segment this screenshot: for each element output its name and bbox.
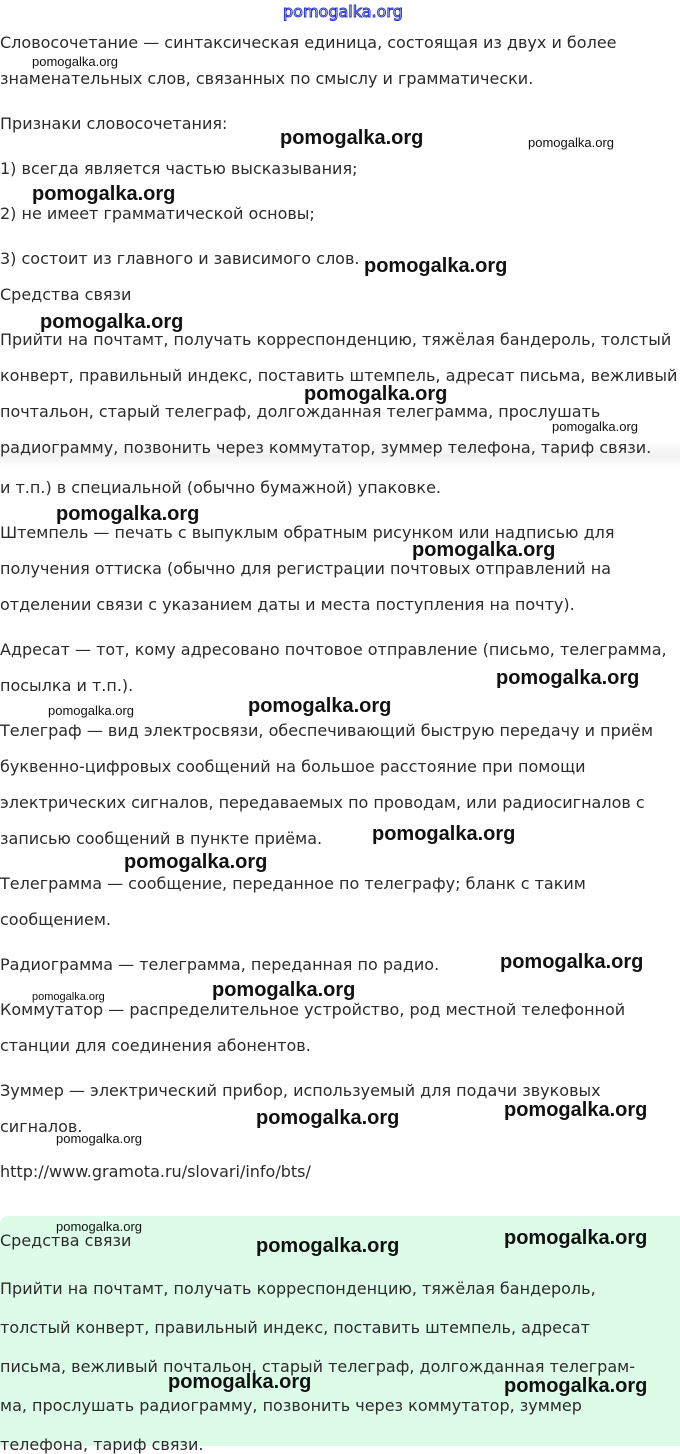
header-watermark: pomogalka.org [283,2,403,21]
watermark: pomogalka.org [364,255,508,277]
definition-telegraf: Телеграф — вид электросвязи, обеспечивающий быструю передачу и приём [0,721,654,740]
watermark: pomogalka.org [280,127,424,149]
answer-line: Прийти на почтамт, получать корреспонденцию, тяжёлая бандероль, [0,1279,596,1298]
text-line: записью сообщений в пункте приёма. [0,829,323,848]
watermark: pomogalka.org [124,851,268,873]
definition-telegramma: Телеграмма — сообщение, переданное по телеграфу; бланк с таким [0,874,586,893]
text-line: 1) всегда является частью высказывания; [0,159,358,178]
watermark: pomogalka.org [256,1107,400,1129]
text-line: Прийти на почтамт, получать корреспонденцию, тяжёлая бандероль, толстый [0,330,672,349]
watermark: pomogalka.org [256,1235,400,1257]
text-line: и т.п.) в специальной (обычно бумажной) упаковке. [0,478,441,497]
watermark: pomogalka.org [56,503,200,525]
text-line: знаменательных слов, связанных по смыслу и грамматически. [0,69,534,88]
watermark: pomogalka.org [56,1131,142,1146]
text-line: Словосочетание — синтаксическая единица, состоящая из двух и более [0,33,617,52]
answer-heading: Средства связи [0,1231,132,1250]
watermark: pomogalka.org [496,667,640,689]
answer-line: ма, прослушать радиограмму, позвонить через коммутатор, зуммер [0,1396,582,1415]
definition-radiogramma: Радиограмма — телеграмма, переданная по радио. [0,955,440,974]
definition-shtempel: Штемпель — печать с выпуклым обратным рисунком или надписью для [0,523,615,542]
watermark: pomogalka.org [248,695,392,717]
watermark: pomogalka.org [504,1375,648,1397]
text-line: посылка и т.п.). [0,676,134,695]
section-heading: Средства связи [0,285,132,304]
definition-adresat: Адресат — тот, кому адресовано почтовое отправление (письмо, телеграмма, [0,640,667,659]
text-line: сигналов. [0,1117,83,1136]
watermark: pomogalka.org [412,539,556,561]
watermark: pomogalka.org [504,1099,648,1121]
watermark: pomogalka.org [168,1371,312,1393]
watermark: pomogalka.org [32,183,176,205]
text-line: почтальон, старый телеграф, долгожданная телеграмма, прослушать [0,402,601,421]
watermark: pomogalka.org [32,54,118,69]
text-line: электрических сигналов, передаваемых по проводам, или радиосигналов с [0,793,645,812]
text-line: конверт, правильный индекс, поставить штемпель, адресат письма, вежливый [0,366,678,385]
watermark: pomogalka.org [504,1227,648,1249]
watermark: pomogalka.org [304,383,448,405]
text-line: 3) состоит из главного и зависимого слов. [0,249,360,268]
watermark: pomogalka.org [48,703,134,718]
definition-kommutator: Коммутатор — распределительное устройство, род местной телефонной [0,1000,626,1019]
text-line: станции для соединения абонентов. [0,1036,311,1055]
text-line: отделении связи с указанием даты и места поступления на почту). [0,595,575,614]
text-line: радиограмму, позвонить через коммутатор, зуммер телефона, тариф связи. [0,438,652,457]
text-line: получения оттиска (обычно для регистрации почтовых отправлений на [0,559,612,578]
watermark: pomogalka.org [56,1219,142,1234]
text-line: сообщением. [0,910,112,929]
watermark: pomogalka.org [528,135,614,150]
watermark: pomogalka.org [32,991,105,1003]
answer-line: толстый конверт, правильный индекс, поставить штемпель, адресат [0,1318,590,1337]
watermark: pomogalka.org [552,419,638,434]
text-line: Признаки словосочетания: [0,114,228,133]
watermark: pomogalka.org [500,951,644,973]
text-line: 2) не имеет грамматической основы; [0,204,315,223]
watermark: pomogalka.org [212,979,356,1001]
answer-line: телефона, тариф связи. [0,1435,204,1454]
answer-line: письма, вежливый почтальон, старый телеграф, долгожданная телеграм- [0,1357,635,1376]
watermark: pomogalka.org [40,311,184,333]
definition-zummer: Зуммер — электрический прибор, используемый для подачи звуковых [0,1081,601,1100]
source-link[interactable]: http://www.gramota.ru/slovari/info/bts/ [0,1162,311,1181]
watermark: pomogalka.org [372,823,516,845]
text-line: буквенно-цифровых сообщений на большое расстояние при помощи [0,757,586,776]
